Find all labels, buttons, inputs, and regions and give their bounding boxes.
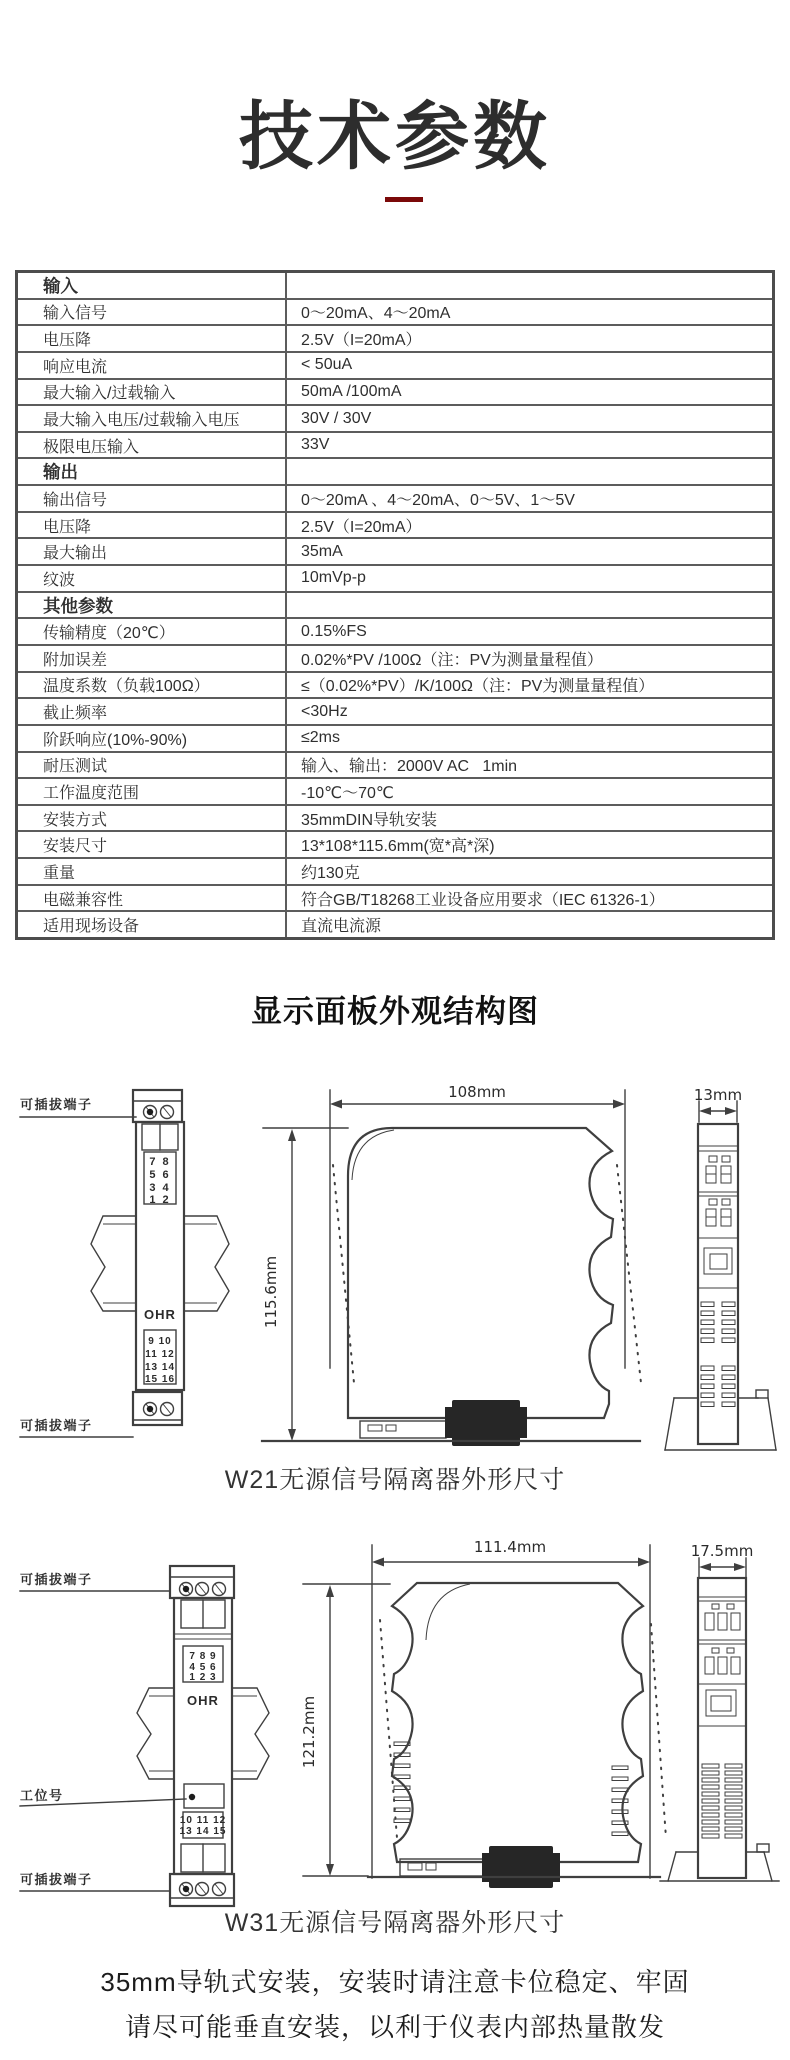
din-rail bbox=[137, 1688, 174, 1779]
spec-value: 0～20mA 、4～20mA、0～5V、1～5V bbox=[285, 486, 772, 511]
installation-note-line1: 35mm导轨式安装，安装时请注意卡位稳定、牢固 bbox=[100, 1967, 690, 1997]
spec-label: 重量 bbox=[43, 864, 76, 882]
spec-value: 输入、输出：2000V AC 1min bbox=[285, 753, 772, 778]
spec-label: 输出信号 bbox=[43, 491, 108, 509]
power-adapter-block bbox=[489, 1846, 553, 1888]
installation-note bbox=[0, 1960, 790, 2050]
spec-value: 约130克 bbox=[285, 859, 772, 884]
terminal-numbers: 4 5 6 bbox=[189, 1662, 217, 1673]
table-row bbox=[18, 298, 772, 325]
table-row bbox=[18, 644, 772, 671]
spec-value: 30V / 30V bbox=[285, 406, 772, 431]
spec-label: 温度系数（负载100Ω） bbox=[43, 678, 210, 696]
spec-value: 2.5V（I=20mA） bbox=[285, 513, 772, 538]
terminal-numbers: 13 14 15 bbox=[179, 1826, 227, 1837]
table-row bbox=[18, 511, 772, 538]
table-row bbox=[18, 671, 772, 698]
title-accent-dash bbox=[385, 197, 423, 202]
spec-label: 纹波 bbox=[43, 571, 76, 589]
brand-logo: OHR bbox=[144, 1307, 176, 1322]
table-section-row bbox=[18, 273, 772, 298]
spec-label: 电压降 bbox=[43, 518, 92, 536]
spec-value: ≤2ms bbox=[285, 726, 772, 751]
spec-value: 直流电流源 bbox=[285, 912, 772, 937]
spec-value bbox=[285, 273, 772, 298]
table-row bbox=[18, 751, 772, 778]
w21-depth-dimension: 13mm bbox=[693, 1086, 743, 1104]
spec-value: ≤（0.02%*PV）/K/100Ω（注：PV为测量量程值） bbox=[285, 673, 772, 698]
spec-label: 电磁兼容性 bbox=[43, 891, 124, 909]
spec-label: 附加误差 bbox=[43, 651, 108, 669]
w31-side-view bbox=[660, 1542, 779, 1881]
w21-profile-outline bbox=[348, 1128, 613, 1418]
din-rail bbox=[184, 1216, 229, 1311]
terminal-numbers: 13 14 bbox=[144, 1362, 176, 1373]
table-section-row bbox=[18, 591, 772, 618]
spec-label: 响应电流 bbox=[43, 358, 108, 376]
w31-profile-outline bbox=[392, 1583, 643, 1862]
terminal-numbers: 3 4 bbox=[149, 1182, 171, 1194]
w21-front-view bbox=[20, 1090, 229, 1437]
w21-bottom-terminal-label: 可插拔端子 bbox=[20, 1418, 93, 1433]
w31-height-dimension: 121.2mm bbox=[300, 1695, 318, 1769]
terminal-numbers: 1 2 bbox=[149, 1194, 171, 1206]
table-row bbox=[18, 378, 772, 405]
spec-label: 最大输入/过载输入 bbox=[43, 385, 176, 403]
spec-label: 输入信号 bbox=[43, 305, 108, 323]
din-rail-cross-section bbox=[665, 1390, 776, 1450]
spec-value: <30Hz bbox=[285, 699, 772, 724]
spec-value: 50mA /100mA bbox=[285, 380, 772, 405]
spec-label: 传输精度（20℃） bbox=[43, 625, 175, 643]
table-row bbox=[18, 777, 772, 804]
table-row bbox=[18, 617, 772, 644]
din-rail bbox=[91, 1216, 136, 1311]
spec-label: 电压降 bbox=[43, 332, 92, 350]
terminal-numbers: 7 8 bbox=[149, 1156, 171, 1168]
table-row bbox=[18, 857, 772, 884]
spec-value bbox=[285, 593, 772, 618]
spec-label: 安装方式 bbox=[43, 811, 108, 829]
spec-label: 适用现场设备 bbox=[43, 918, 140, 936]
spec-label: 输入 bbox=[43, 275, 78, 296]
table-section-row bbox=[18, 457, 772, 484]
spec-value: 33V bbox=[285, 433, 772, 458]
spec-label: 安装尺寸 bbox=[43, 838, 108, 856]
vent-slats bbox=[701, 1302, 735, 1407]
mounting-foot bbox=[360, 1421, 446, 1438]
spec-value bbox=[285, 459, 772, 484]
spec-label: 工作温度范围 bbox=[43, 784, 140, 802]
spec-value: 10mVp-p bbox=[285, 566, 772, 591]
spec-label: 最大输入电压/过载输入电压 bbox=[43, 412, 240, 430]
table-row bbox=[18, 830, 772, 857]
spec-value: -10℃～70℃ bbox=[285, 779, 772, 804]
w31-depth-dimension: 17.5mm bbox=[690, 1542, 754, 1560]
terminal-numbers: 1 2 3 bbox=[189, 1672, 217, 1683]
spec-value: 0.15%FS bbox=[285, 619, 772, 644]
table-row bbox=[18, 564, 772, 591]
brand-logo: OHR bbox=[187, 1693, 219, 1708]
w21-profile-view bbox=[262, 1083, 641, 1446]
spec-value: 2.5V（I=20mA） bbox=[285, 326, 772, 351]
table-row bbox=[18, 351, 772, 378]
w31-bottom-terminal-label: 可插拔端子 bbox=[20, 1872, 93, 1887]
table-row bbox=[18, 537, 772, 564]
spec-label: 其他参数 bbox=[43, 595, 113, 616]
w21-caption: W21无源信号隔离器外形尺寸 bbox=[224, 1466, 566, 1494]
vent-slats bbox=[394, 1742, 628, 1836]
w21-side-view bbox=[665, 1086, 776, 1450]
table-row bbox=[18, 884, 772, 911]
spec-label: 输出 bbox=[43, 462, 78, 483]
spec-label: 耐压测试 bbox=[43, 758, 108, 776]
w31-front-view bbox=[20, 1566, 269, 1906]
w31-caption: W31无源信号隔离器外形尺寸 bbox=[224, 1909, 566, 1937]
terminal-numbers: 10 11 12 bbox=[179, 1815, 227, 1826]
table-row bbox=[18, 404, 772, 431]
spec-value: 35mA bbox=[285, 539, 772, 564]
terminal-numbers: 15 16 bbox=[144, 1374, 176, 1385]
terminal-numbers: 7 8 9 bbox=[189, 1651, 217, 1662]
table-row bbox=[18, 484, 772, 511]
w31-tag-label: 工位号 bbox=[20, 1788, 64, 1803]
w31-top-terminal-label: 可插拔端子 bbox=[20, 1572, 93, 1587]
w31-dimension-drawing bbox=[0, 1530, 790, 1920]
power-adapter-block bbox=[452, 1400, 520, 1446]
w21-top-terminal-label: 可插拔端子 bbox=[20, 1097, 93, 1112]
rail-latch bbox=[704, 1248, 732, 1274]
spec-label: 极限电压输入 bbox=[43, 438, 140, 456]
w21-dimension-drawing bbox=[0, 1060, 790, 1510]
terminal-numbers: 5 6 bbox=[149, 1169, 171, 1181]
w21-width-dimension: 108mm bbox=[448, 1083, 506, 1101]
spec-value: 0.02%*PV /100Ω（注：PV为测量量程值） bbox=[285, 646, 772, 671]
terminal-numbers: 11 12 bbox=[145, 1349, 175, 1360]
w31-width-dimension: 111.4mm bbox=[473, 1538, 547, 1556]
spec-value: 13*108*115.6mm(宽*高*深) bbox=[285, 832, 772, 857]
spec-label: 阶跃响应(10%-90%) bbox=[43, 731, 188, 749]
w31-profile-view bbox=[300, 1538, 666, 1888]
spec-value: < 50uA bbox=[285, 353, 772, 378]
w21-height-dimension: 115.6mm bbox=[262, 1255, 280, 1329]
structure-section-heading: 显示面板外观结构图 bbox=[251, 994, 539, 1029]
table-row bbox=[18, 697, 772, 724]
page-title: 技术参数 bbox=[239, 94, 551, 178]
table-row bbox=[18, 324, 772, 351]
table-row bbox=[18, 431, 772, 458]
spec-value: 符合GB/T18268工业设备应用要求（IEC 61326-1） bbox=[285, 886, 772, 911]
spec-value: 35mmDIN导轨安装 bbox=[285, 806, 772, 831]
vent-slats bbox=[702, 1764, 742, 1838]
table-row bbox=[18, 910, 772, 937]
table-row bbox=[18, 724, 772, 751]
terminal-numbers: 9 10 bbox=[148, 1336, 172, 1347]
din-rail bbox=[232, 1688, 269, 1779]
din-rail-cross-section bbox=[660, 1844, 779, 1881]
table-row bbox=[18, 804, 772, 831]
spec-label: 截止频率 bbox=[43, 705, 108, 723]
spec-table bbox=[15, 270, 775, 940]
spec-label: 最大输出 bbox=[43, 545, 108, 563]
spec-value: 0～20mA、4～20mA bbox=[285, 300, 772, 325]
installation-note-line2: 请尽可能垂直安装，以利于仪表内部热量散发 bbox=[124, 2012, 665, 2042]
